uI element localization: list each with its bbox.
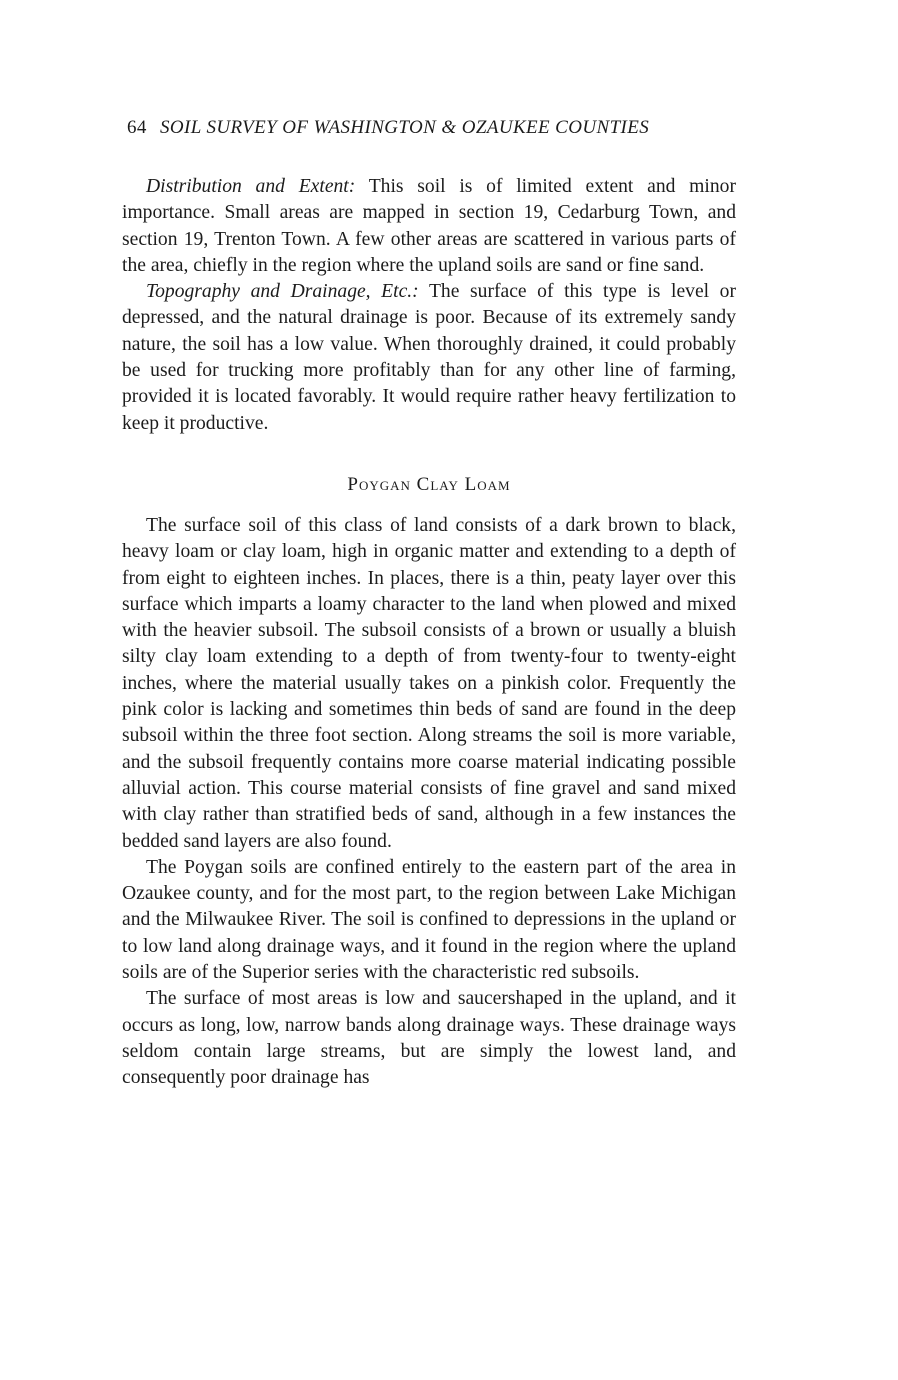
- page-number: 64: [127, 117, 147, 138]
- topography-text: The surface of this type is level or depressed, and the natural drainage is poor. Because of its extremely sandy nature, the soil has a low value. When thoroughly drained, it could probably be used for trucking more profitably than for any other line of farming, provided it is located favorably. It would require rather heavy fertilization to keep it productive.: [122, 281, 736, 434]
- running-head: [122, 116, 736, 140]
- page-content: [122, 116, 736, 1092]
- body-paragraph: The surface of most areas is low and saucershaped in the upland, and it occurs as long, low, narrow bands along drainage ways. These drainage ways seldom contain large streams, but are simply the lowest land, and consequently poor drainage has: [122, 988, 736, 1089]
- section-heading: Poygan Clay Loam: [347, 473, 511, 495]
- running-title: SOIL SURVEY OF WASHINGTON & OZAUKEE COUNTIES: [159, 117, 650, 138]
- topography-lead-in: Topography and Drainage, Etc.:: [146, 281, 419, 303]
- distribution-paragraph: [122, 174, 736, 279]
- topography-paragraph: [122, 279, 736, 437]
- body-paragraph: The Poygan soils are confined entirely to the eastern part of the area in Ozaukee county, and for the most part, to the region between Lake Michigan and the Milwaukee River. The soil is confined to depressions in the upland or to low land along drainage ways, and it found in the region where the upland soils are of the Superior series with the characteristic red subsoils.: [122, 856, 736, 984]
- distribution-text: This soil is of limited extent and minor importance. Small areas are mapped in section 19, Cedarburg Town, and section 19, Trenton Town. A few other areas are scattered in various parts of the area, chiefly in the region where the upland soils are sand or fine sand.: [122, 176, 736, 276]
- distribution-lead-in: Distribution and Extent:: [146, 176, 356, 197]
- body-paragraph: The surface soil of this class of land consists of a dark brown to black, heavy loam or clay loam, high in organic matter and extending to a depth of from eight to eighteen inches. In places, there is a thin, peaty layer over this surface which imparts a loamy character to the land when plowed and mixed with the heavier subsoil. The subsoil consists of a brown or usually a bluish silty clay loam extending to a depth of from twenty-four to twenty-eight inches, where the material usually takes on a pinkish color. Frequently the pink color is lacking and sometimes thin beds of sand are found in the deep subsoil within the three foot section. Along streams the soil is more variable, and the subsoil frequently contains more coarse material indicating possible alluvial action. This course material consists of fine gravel and sand mixed with clay rather than stratified beds of sand, although in a few instances the bedded sand layers are also found.: [122, 514, 736, 852]
